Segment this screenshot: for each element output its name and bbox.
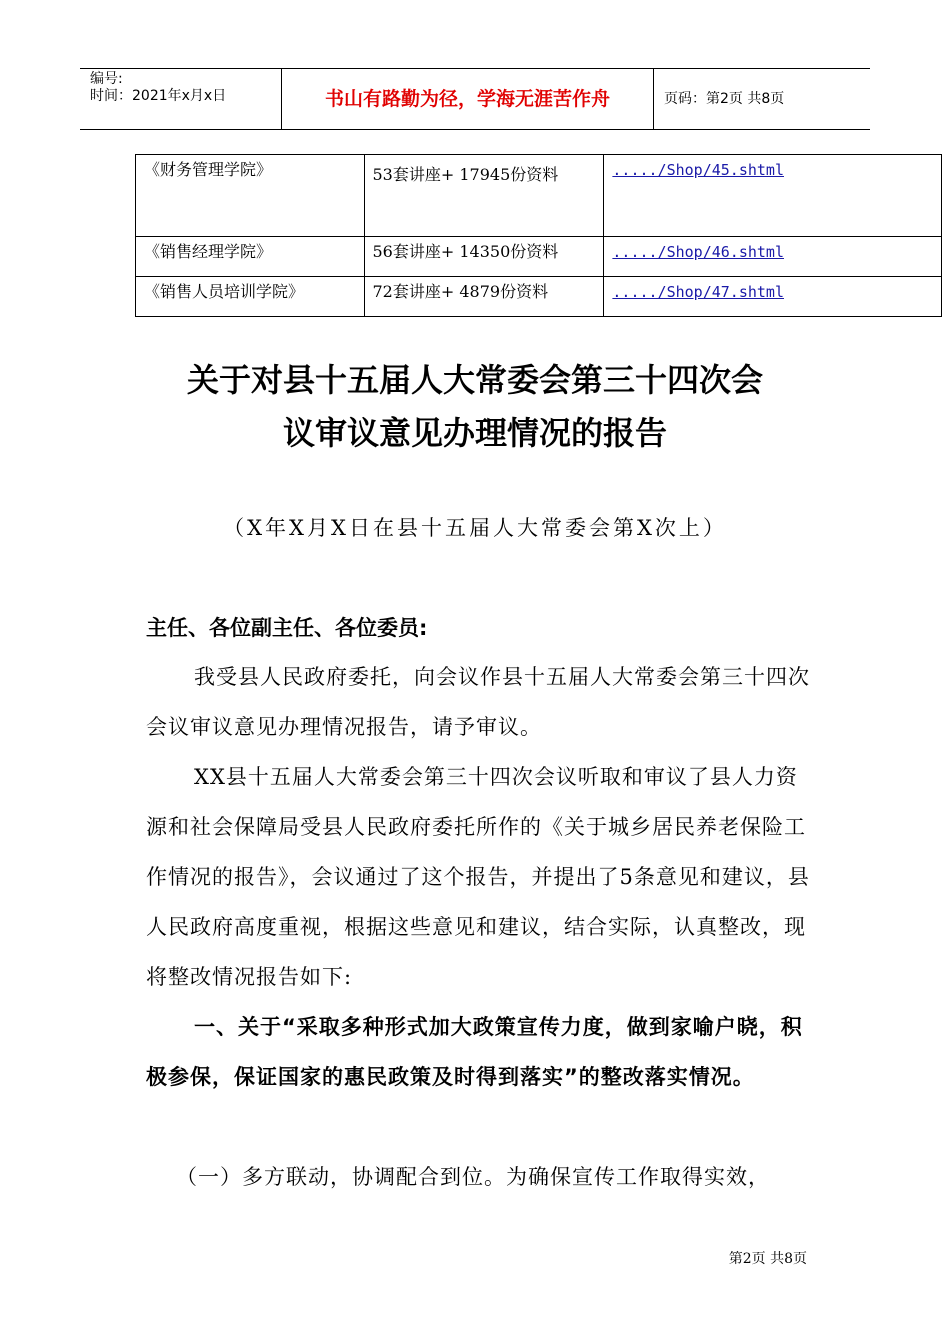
- header-page-label: 页码：第2页 共8页: [664, 91, 785, 107]
- resource-count: 72套讲座+ 4879份资料: [364, 277, 604, 317]
- header-meta: [80, 69, 282, 129]
- title-line-1: 关于对县十五届人大常委会第三十四次会: [186, 361, 763, 399]
- table-row: [136, 277, 942, 317]
- resource-link[interactable]: ...../Shop/45.shtml: [612, 161, 784, 179]
- salutation: 主任、各位副主任、各位委员:: [146, 616, 428, 640]
- resource-name: 《财务管理学院》: [136, 155, 365, 237]
- resource-count: 56套讲座+ 14350份资料: [364, 237, 604, 277]
- table-row: [136, 155, 942, 237]
- number-label: 编号:: [90, 71, 123, 87]
- document-subtitle: （X年X月X日在县十五届人大常委会第X次上）: [223, 516, 727, 540]
- resource-link-cell: [604, 155, 942, 237]
- resource-link[interactable]: ...../Shop/47.shtml: [612, 283, 784, 301]
- title-line-2: 议审议意见办理情况的报告: [282, 414, 667, 452]
- document-title: [90, 354, 860, 460]
- section-heading: 一、关于“采取多种形式加大政策宣传力度，做到家喻户晓，积极参保，保证国家的惠民政策及时得到落实”的整改落实情况。: [146, 1015, 803, 1089]
- resource-name: 《销售经理学院》: [136, 237, 365, 277]
- table-row: [136, 237, 942, 277]
- resource-table: [135, 154, 942, 317]
- resource-link-cell: [604, 237, 942, 277]
- paragraph: （一）多方联动，协调配合到位。为确保宣传工作取得实效，: [176, 1165, 770, 1189]
- resource-name: 《销售人员培训学院》: [136, 277, 365, 317]
- resource-link-cell: [604, 277, 942, 317]
- paragraph: XX县十五届人大常委会第三十四次会议听取和审议了县人力资源和社会保障局受县人民政府委托所作的《关于城乡居民养老保险工作情况的报告》，会议通过了这个报告，并提出了5条意见和建议，县人民政府高度重视，根据这些意见和建议，结合实际，认真整改，现将整改情况报告如下:: [146, 765, 810, 989]
- header-motto: 书山有路勤为径，学海无涯苦作舟: [282, 69, 654, 129]
- paragraph: 我受县人民政府委托，向会议作县十五届人大常委会第三十四次会议审议意见办理情况报告，请予审议。: [146, 665, 810, 739]
- time-label: 时间：2021年x月x日: [90, 88, 227, 104]
- resource-count: 53套讲座+ 17945份资料: [364, 155, 604, 237]
- page-footer: 第2页 共8页: [728, 1251, 807, 1267]
- page-header: [80, 68, 870, 130]
- resource-link[interactable]: ...../Shop/46.shtml: [612, 243, 784, 261]
